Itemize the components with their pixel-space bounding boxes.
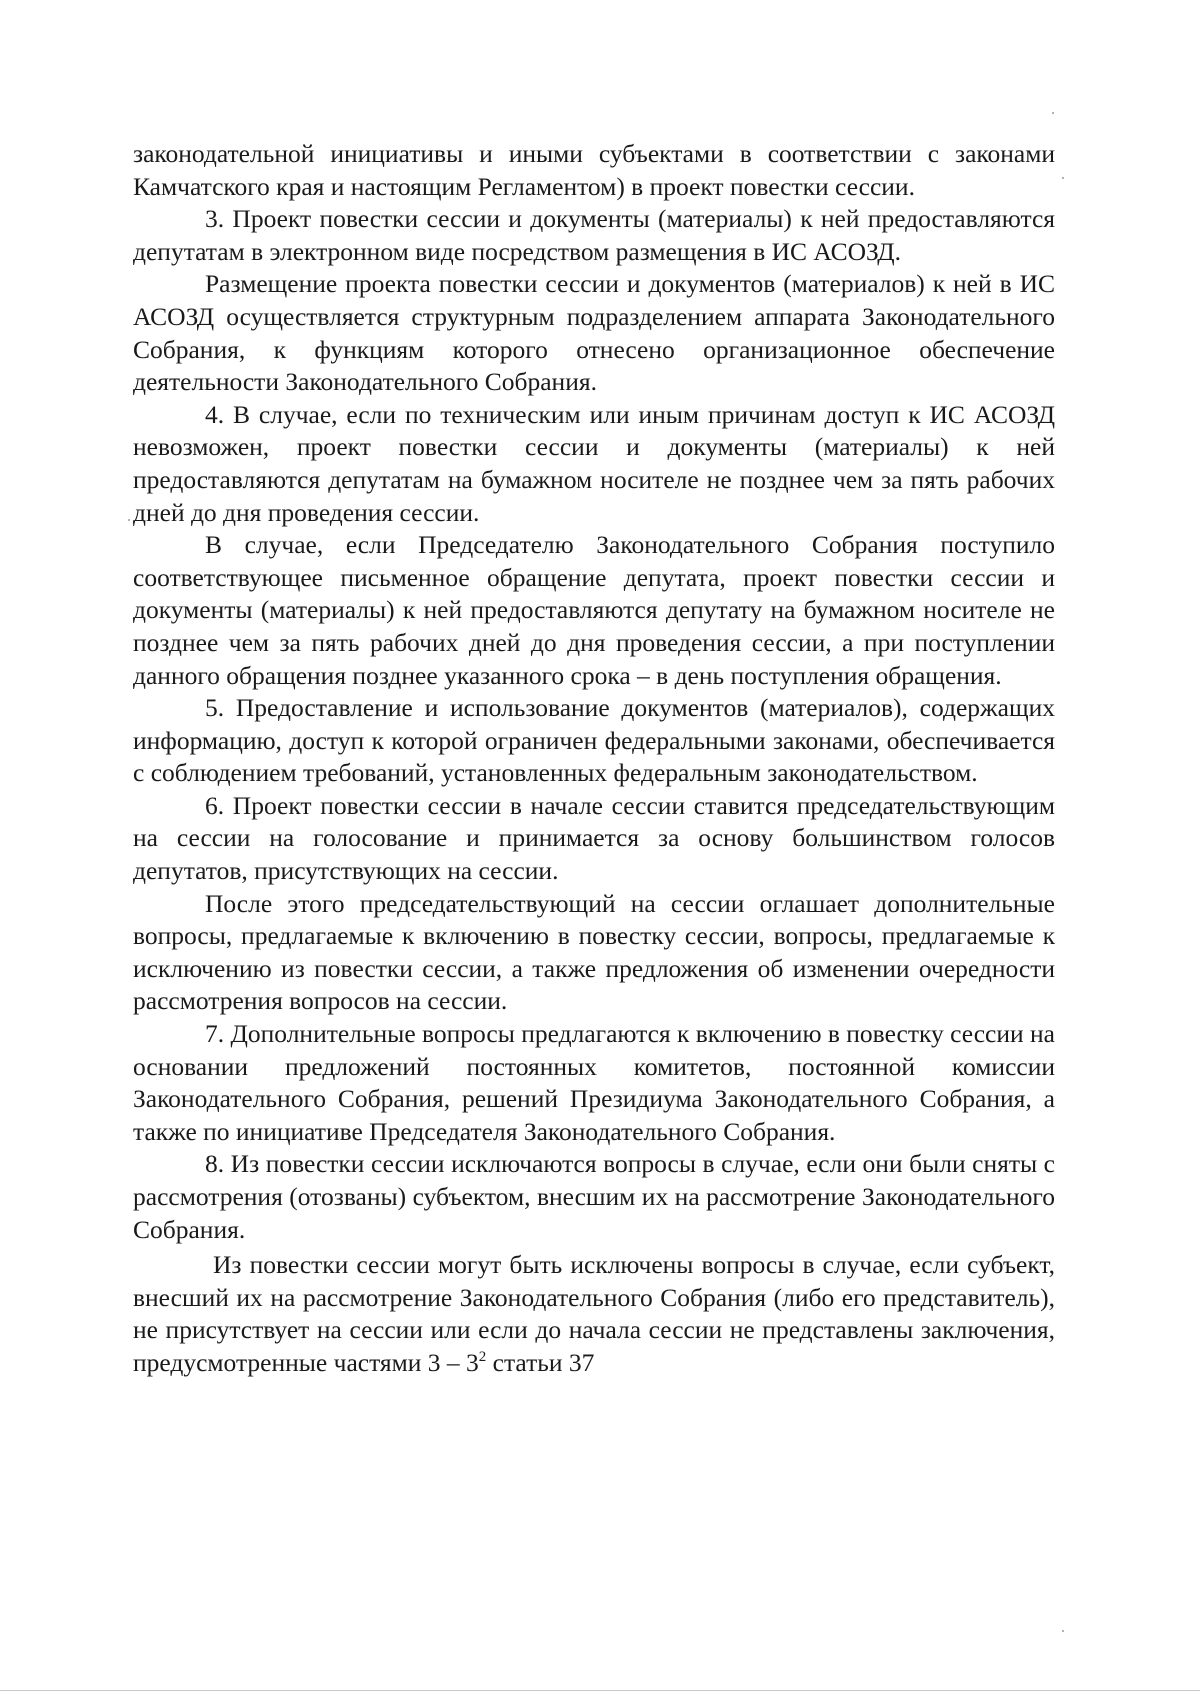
paragraph-deputy-request: В случае, если Председателю Законодательного Собрания поступило соответствующее письменное обращение депутата, проект повестки сессии и документы (материалы) к ней предоставляются депутату на бумажном носителе не позднее чем за пять рабочих дней до дня проведения сессии, а при поступлении данного обращения позднее указанного срока – в день поступления обращения. (133, 530, 1055, 690)
paragraph-item-5: 5. Предоставление и использование документов (материалов), содержащих информацию, доступ к которой ограничен федеральными законами, обеспечивается с соблюдением требований, установленных федеральным законодательством. (133, 693, 1055, 788)
superscript-index: 2 (478, 1348, 487, 1365)
paragraph-item-7: 7. Дополнительные вопросы предлагаются к включению в повестку сессии на основании предложений постоянных комитетов, постоянной комиссии Законодательного Собрания, решений Президиума Законодательного Собрания, а также по инициативе Председателя Законодательного Собрания. (133, 1019, 1055, 1146)
paragraph-item-8: 8. Из повестки сессии исключаются вопросы в случае, если они были сняты с рассмотрения (отозваны) субъектом, внесшим их на рассмотрение Законодательного Собрания. (133, 1149, 1055, 1244)
paragraph-item-3: 3. Проект повестки сессии и документы (материалы) к ней предоставляются депутатам в электронном виде посредством размещения в ИС АСОЗД. (133, 204, 1055, 266)
paragraph-continuation: законодательной инициативы и иными субъектами в соответствии с законами Камчатского края и настоящим Регламентом) в проект повестки сессии. (133, 139, 1055, 201)
scan-edge-line (0, 1690, 1200, 1691)
scan-speck-top (1052, 112, 1054, 114)
paragraph-exclusion (133, 1249, 1055, 1379)
paragraph-additional-questions: После этого председательствующий на сессии оглашает дополнительные вопросы, предлагаемые к включению в повестку сессии, вопросы, предлагаемые к исключению из повестки сессии, а также предложения об изменении очередности рассмотрения вопросов на сессии. (133, 888, 1055, 1016)
paragraph-item-4: 4. В случае, если по техническим или иным причинам доступ к ИС АСОЗД невозможен, проект повестки сессии и документы (материалы) к ней предоставляются депутатам на бумажном носителе не позднее чем за пять рабочих дней до дня проведения сессии. (133, 399, 1055, 527)
scan-speck-left (128, 519, 130, 521)
exclusion-text: Из повестки сессии могут быть исключены вопросы в случае, если субъект, внесший их на рассмотрение Законодательного Собрания (либо его представитель), не присутствует на сессии или если до начала сессии не представлены заключения, предусмотренные частями 3 – 3 (133, 1250, 1055, 1377)
scan-speck-margin (1062, 177, 1064, 179)
document-body (133, 138, 1055, 1380)
paragraph-placement: Размещение проекта повестки сессии и документов (материалов) к ней в ИС АСОЗД осуществляется структурным подразделением аппарата Законодательного Собрания, к функциям которого отнесено организационное обеспечение деятельности Законодательного Собрания. (133, 269, 1055, 397)
exclusion-text-end: статьи 37 (486, 1347, 595, 1377)
paragraph-item-6: 6. Проект повестки сессии в начале сессии ставится председательствующим на сессии на голосование и принимается за основу большинством голосов депутатов, присутствующих на сессии. (133, 790, 1055, 886)
scan-speck-bottom (1062, 1630, 1064, 1632)
